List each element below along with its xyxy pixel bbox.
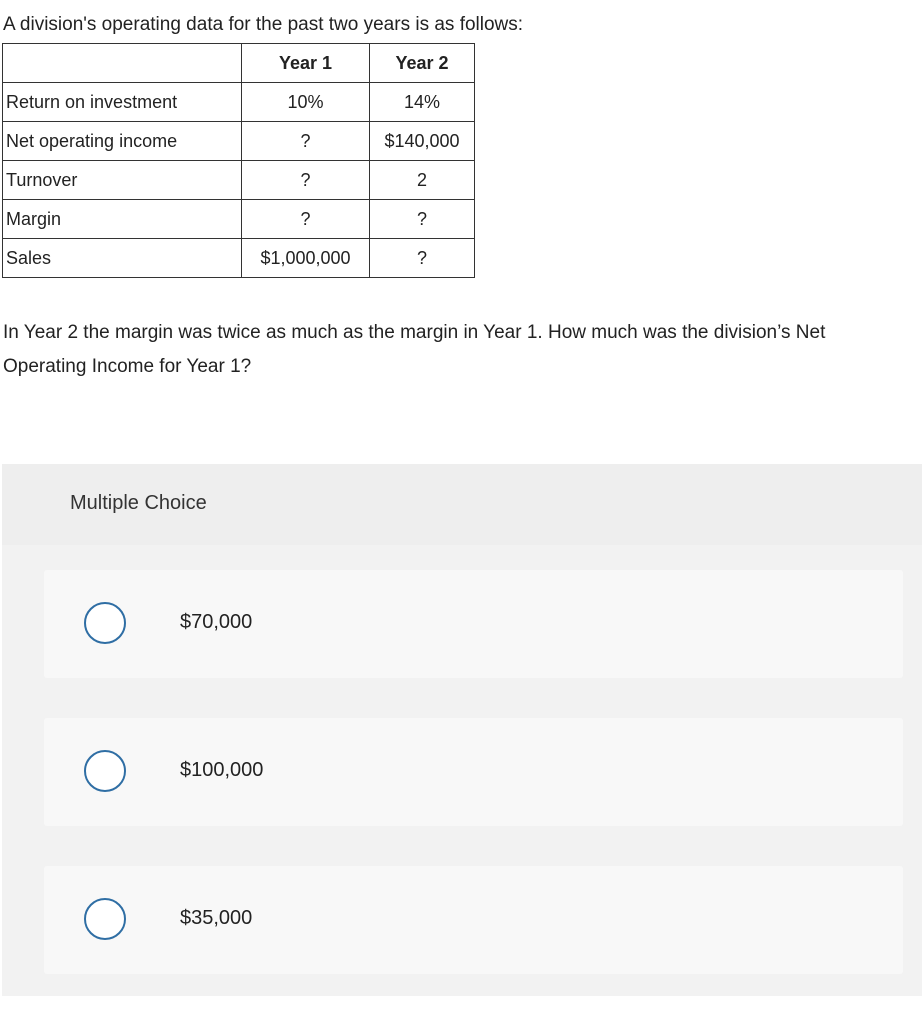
radio-button-icon[interactable] xyxy=(84,898,126,940)
table-header-row xyxy=(3,44,475,83)
table-header-year2: Year 2 xyxy=(370,44,475,83)
year2-value: ? xyxy=(370,239,475,278)
operating-data-table xyxy=(2,43,475,278)
multiple-choice-title: Multiple Choice xyxy=(70,492,207,514)
question-text: In Year 2 the margin was twice as much as the margin in Year 1. How much was the division’s Net Operating Income for Year 1? xyxy=(3,322,826,377)
table-row xyxy=(3,161,475,200)
radio-button-icon[interactable] xyxy=(84,602,126,644)
row-label: Net operating income xyxy=(3,122,242,161)
multiple-choice-header xyxy=(2,464,922,545)
answer-option-1[interactable] xyxy=(44,570,903,678)
year1-value: 10% xyxy=(242,83,370,122)
table-row xyxy=(3,122,475,161)
year2-value: 14% xyxy=(370,83,475,122)
answer-option-label: $100,000 xyxy=(180,759,264,781)
table-row xyxy=(3,239,475,278)
answer-option-label: $35,000 xyxy=(180,907,253,929)
radio-button-icon[interactable] xyxy=(84,750,126,792)
year2-value: 2 xyxy=(370,161,475,200)
year1-value: ? xyxy=(242,161,370,200)
answer-option-3[interactable] xyxy=(44,866,903,974)
row-label: Sales xyxy=(3,239,242,278)
year1-value: ? xyxy=(242,200,370,239)
table-header-blank xyxy=(3,44,242,83)
table-row xyxy=(3,200,475,239)
row-label: Turnover xyxy=(3,161,242,200)
answer-option-2[interactable] xyxy=(44,718,903,826)
multiple-choice-panel xyxy=(2,464,922,996)
year2-value: ? xyxy=(370,200,475,239)
year2-value: $140,000 xyxy=(370,122,475,161)
answer-option-label: $70,000 xyxy=(180,611,253,633)
year1-value: $1,000,000 xyxy=(242,239,370,278)
row-label: Return on investment xyxy=(3,83,242,122)
table-header-year1: Year 1 xyxy=(242,44,370,83)
row-label: Margin xyxy=(3,200,242,239)
year1-value: ? xyxy=(242,122,370,161)
table-row xyxy=(3,83,475,122)
intro-text: A division's operating data for the past two years is as follows: xyxy=(3,14,524,35)
